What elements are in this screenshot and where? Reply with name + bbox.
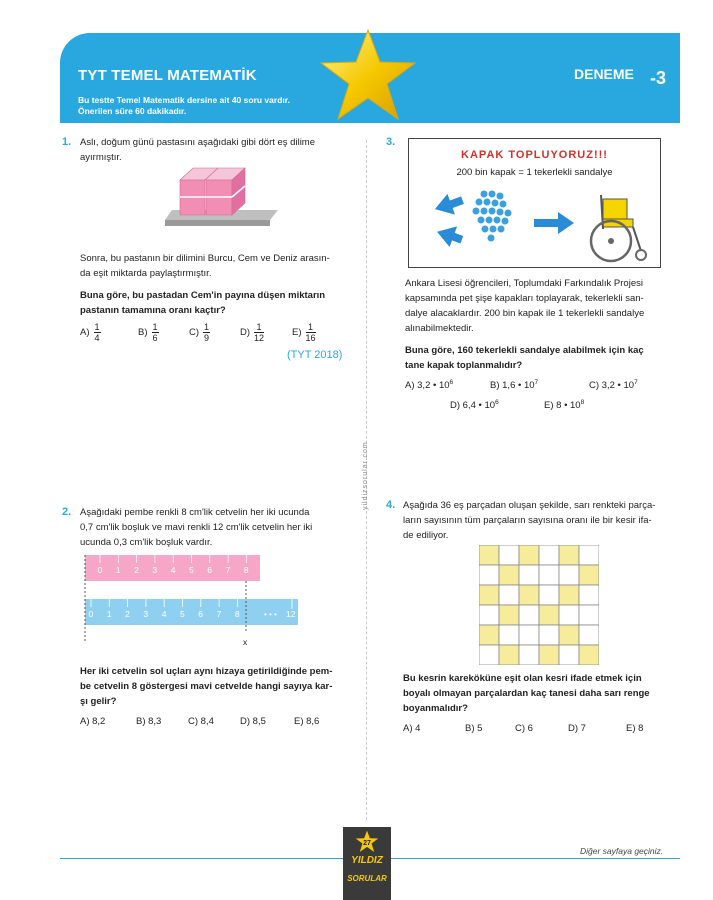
q2-text-line2: 0,7 cm'lik boşluk ve mavi renkli 12 cm'lik cetvelin her iki	[80, 522, 313, 533]
x-label: x	[243, 637, 248, 647]
grid-cell-white	[539, 625, 559, 645]
recycle-arrow-icon	[431, 190, 466, 221]
blue-tick-label: 5	[180, 609, 185, 619]
q3-option-c[interactable]: C) 3,2 • $10^7$	[589, 379, 638, 392]
next-page-note: Diğer sayfaya geçiniz.	[580, 846, 664, 856]
grid-cell-white	[579, 605, 599, 625]
q3-option-d[interactable]: D) 6,4 • $10^6$	[450, 399, 499, 412]
grid-cell-yellow	[479, 545, 499, 565]
grid-cell-yellow	[499, 645, 519, 665]
blue-tick-12: 12	[286, 609, 296, 619]
q4-question-line1: Bu kesrin kareköküne eşit olan kesri ifade etmek için	[403, 673, 642, 684]
q1-question-line1: Buna göre, bu pastadan Cem'in payına düşen miktarın	[80, 290, 326, 301]
pink-tick-label: 8	[243, 565, 249, 575]
side-url: yildizsorular.com	[362, 441, 369, 510]
q2-question-line2: be cetvelin 8 göstergesi mavi cetvelde hangi sayıya kar-	[80, 681, 333, 692]
grid-cell-yellow	[559, 585, 579, 605]
pink-tick-label: 6	[207, 565, 213, 575]
q2-number: 2.	[62, 506, 72, 518]
page-title: TYT TEMEL MATEMATİK	[78, 67, 257, 84]
pink-tick-label: 7	[225, 565, 231, 575]
page-number: 27	[363, 840, 371, 847]
q3-text-line3: dalye alacaklardır. 200 bin kapak ile 1 tekerlekli sandalye	[405, 308, 645, 319]
q3-option-a[interactable]: A) 3,2 • $10^6$	[405, 379, 454, 392]
grid-cell-white	[519, 645, 539, 665]
q4-question-line3: boyanmalıdır?	[403, 703, 468, 714]
grid-cell-yellow	[559, 625, 579, 645]
grid-cell-yellow	[519, 585, 539, 605]
q4-option-c[interactable]: C) 6	[515, 723, 533, 734]
q1-option-a[interactable]: A) $\frac{1}{4}$	[80, 322, 100, 343]
grid-cell-white	[559, 605, 579, 625]
campaign-poster	[408, 138, 661, 268]
q1-source: (TYT 2018)	[287, 349, 343, 361]
grid-cell-white	[539, 565, 559, 585]
pink-tick-label: 5	[189, 565, 194, 575]
publisher-logo	[343, 827, 391, 900]
grid-cell-white	[479, 645, 499, 665]
pink-tick-label: 4	[170, 565, 176, 575]
q4-text-line2: ların sayısının tüm parçaların sayısına oranı ile bir kesir ifa-	[403, 515, 652, 526]
grid-cell-white	[559, 645, 579, 665]
q3-text-line1: Ankara Lisesi öğrencileri, Toplumdaki Farkındalık Projesi	[405, 278, 643, 289]
grid-cell-yellow	[579, 645, 599, 665]
blue-tick-label: 7	[216, 609, 222, 619]
q4-option-b[interactable]: B) 5	[465, 723, 483, 734]
grid-cell-white	[519, 605, 539, 625]
grid-cell-yellow	[539, 605, 559, 625]
q1-text-line1: Aslı, doğum günü pastasını aşağıdaki gibi dört eş dilime	[80, 137, 315, 148]
star-icon	[318, 28, 418, 123]
header-subtitle	[78, 95, 338, 117]
blue-tick-label: 4	[161, 609, 167, 619]
blue-tick-label: 3	[143, 609, 149, 619]
q4-text-line3: de ediliyor.	[403, 530, 449, 541]
grid-cell-white	[479, 565, 499, 585]
cake-illustration	[160, 160, 280, 240]
grid-cell-yellow	[539, 645, 559, 665]
q1-option-e[interactable]: E) $\frac{1}{16}$	[292, 322, 316, 343]
grid-cell-white	[499, 585, 519, 605]
grid-cell-white	[579, 625, 599, 645]
q3-option-b[interactable]: B) 1,6 • $10^7$	[490, 379, 539, 392]
grid-cell-yellow	[479, 625, 499, 645]
pink-tick-label: 3	[152, 565, 158, 575]
q2-option-d[interactable]: D) 8,5	[240, 716, 266, 727]
q4-option-e[interactable]: E) 8	[626, 723, 644, 734]
q2-option-e[interactable]: E) 8,6	[294, 716, 320, 727]
poster-subtitle: 200 bin kapak = 1 tekerlekli sandalye	[456, 167, 613, 178]
blue-tick-label: 8	[234, 609, 240, 619]
fraction-grid	[479, 545, 599, 665]
q2-text-line1: Aşağıdaki pembe renkli 8 cm'lik cetvelin her iki ucunda	[80, 507, 310, 518]
pink-tick-label: 0	[97, 565, 103, 575]
exam-label: DENEME	[574, 66, 634, 82]
header-subtitle-line1: Bu testte Temel Matematik dersine ait 40 soru vardır.	[78, 95, 290, 105]
q4-option-a[interactable]: A) 4	[403, 723, 421, 734]
q1-option-c[interactable]: C) $\frac{1}{9}$	[189, 322, 210, 343]
q1-option-d[interactable]: D) $\frac{1}{12}$	[240, 322, 265, 343]
blue-tick-label: 2	[125, 609, 130, 619]
q1-text-line4: da eşit miktarda paylaştırmıştır.	[80, 268, 212, 279]
q3-text-line4: alınabilmektedir.	[405, 323, 474, 334]
blue-tick-label: 6	[198, 609, 204, 619]
blue-tick-label: 0	[88, 609, 94, 619]
q3-text-line2: kapsamında pet şişe kapakları toplayarak, tekerlekli san-	[405, 293, 644, 304]
grid-cell-white	[519, 625, 539, 645]
grid-cell-white	[559, 565, 579, 585]
q3-number: 3.	[386, 136, 396, 148]
q2-question-line3: şı gelir?	[80, 696, 117, 707]
grid-cell-white	[479, 605, 499, 625]
q2-question-line1: Her iki cetvelin sol uçları aynı hizaya getirildiğinde pem-	[80, 666, 333, 677]
q1-number: 1.	[62, 136, 72, 148]
bottle-caps-illustration	[429, 184, 529, 254]
q2-option-a[interactable]: A) 8,2	[80, 716, 106, 727]
blue-tick-label: 1	[106, 609, 112, 619]
pink-tick-label: 1	[115, 565, 121, 575]
q2-option-b[interactable]: B) 8,3	[136, 716, 162, 727]
exam-number: -3	[650, 68, 667, 88]
grid-cell-white	[579, 545, 599, 565]
q2-text-line3: ucunda 0,3 cm'lik boşluk vardır.	[80, 537, 213, 548]
logo-text-line2: SORULAR	[347, 874, 387, 883]
logo-text-line1: YILDIZ	[351, 855, 383, 866]
header-subtitle-line2: Önerilen süre 60 dakikadır.	[78, 106, 187, 116]
recycle-arrow-icon	[434, 220, 466, 250]
grid-cell-yellow	[559, 545, 579, 565]
rulers-figure	[80, 553, 310, 653]
q2-option-c[interactable]: C) 8,4	[188, 716, 214, 727]
blue-ruler-dots: • • •	[264, 610, 277, 619]
grid-cell-yellow	[479, 585, 499, 605]
wheelchair-icon	[581, 185, 653, 265]
grid-cell-white	[499, 545, 519, 565]
q1-option-b[interactable]: B) $\frac{1}{6}$	[138, 322, 158, 343]
q3-option-e[interactable]: E) 8 • $10^8$	[544, 399, 585, 412]
grid-cell-white	[579, 585, 599, 605]
grid-cell-yellow	[579, 565, 599, 585]
q1-question-line2: pastanın tamamına oranı kaçtır?	[80, 305, 226, 316]
q1-text-line3: Sonra, bu pastanın bir dilimini Burcu, Cem ve Deniz arasın-	[80, 253, 330, 264]
q4-option-d[interactable]: D) 7	[568, 723, 586, 734]
grid-cell-yellow	[499, 605, 519, 625]
grid-cell-white	[499, 625, 519, 645]
grid-cell-white	[539, 545, 559, 565]
arrow-right-icon	[534, 212, 574, 234]
pink-tick-label: 2	[134, 565, 139, 575]
q4-number: 4.	[386, 499, 396, 511]
grid-cell-white	[519, 565, 539, 585]
q3-question-line2: tane kapak toplanmalıdır?	[405, 360, 523, 371]
q4-question-line2: boyalı olmayan parçalardan kaç tanesi daha sarı renge	[403, 688, 650, 699]
grid-cell-white	[539, 585, 559, 605]
poster-title: KAPAK TOPLUYORUZ!!!	[461, 149, 608, 161]
grid-cell-yellow	[499, 565, 519, 585]
grid-cell-yellow	[519, 545, 539, 565]
q1-text-line2: ayırmıştır.	[80, 152, 122, 163]
q4-text-line1: Aşağıda 36 eş parçadan oluşan şekilde, sarı renkteki parça-	[403, 500, 656, 511]
q3-question-line1: Buna göre, 160 tekerlekli sandalye alabilmek için kaç	[405, 345, 644, 356]
